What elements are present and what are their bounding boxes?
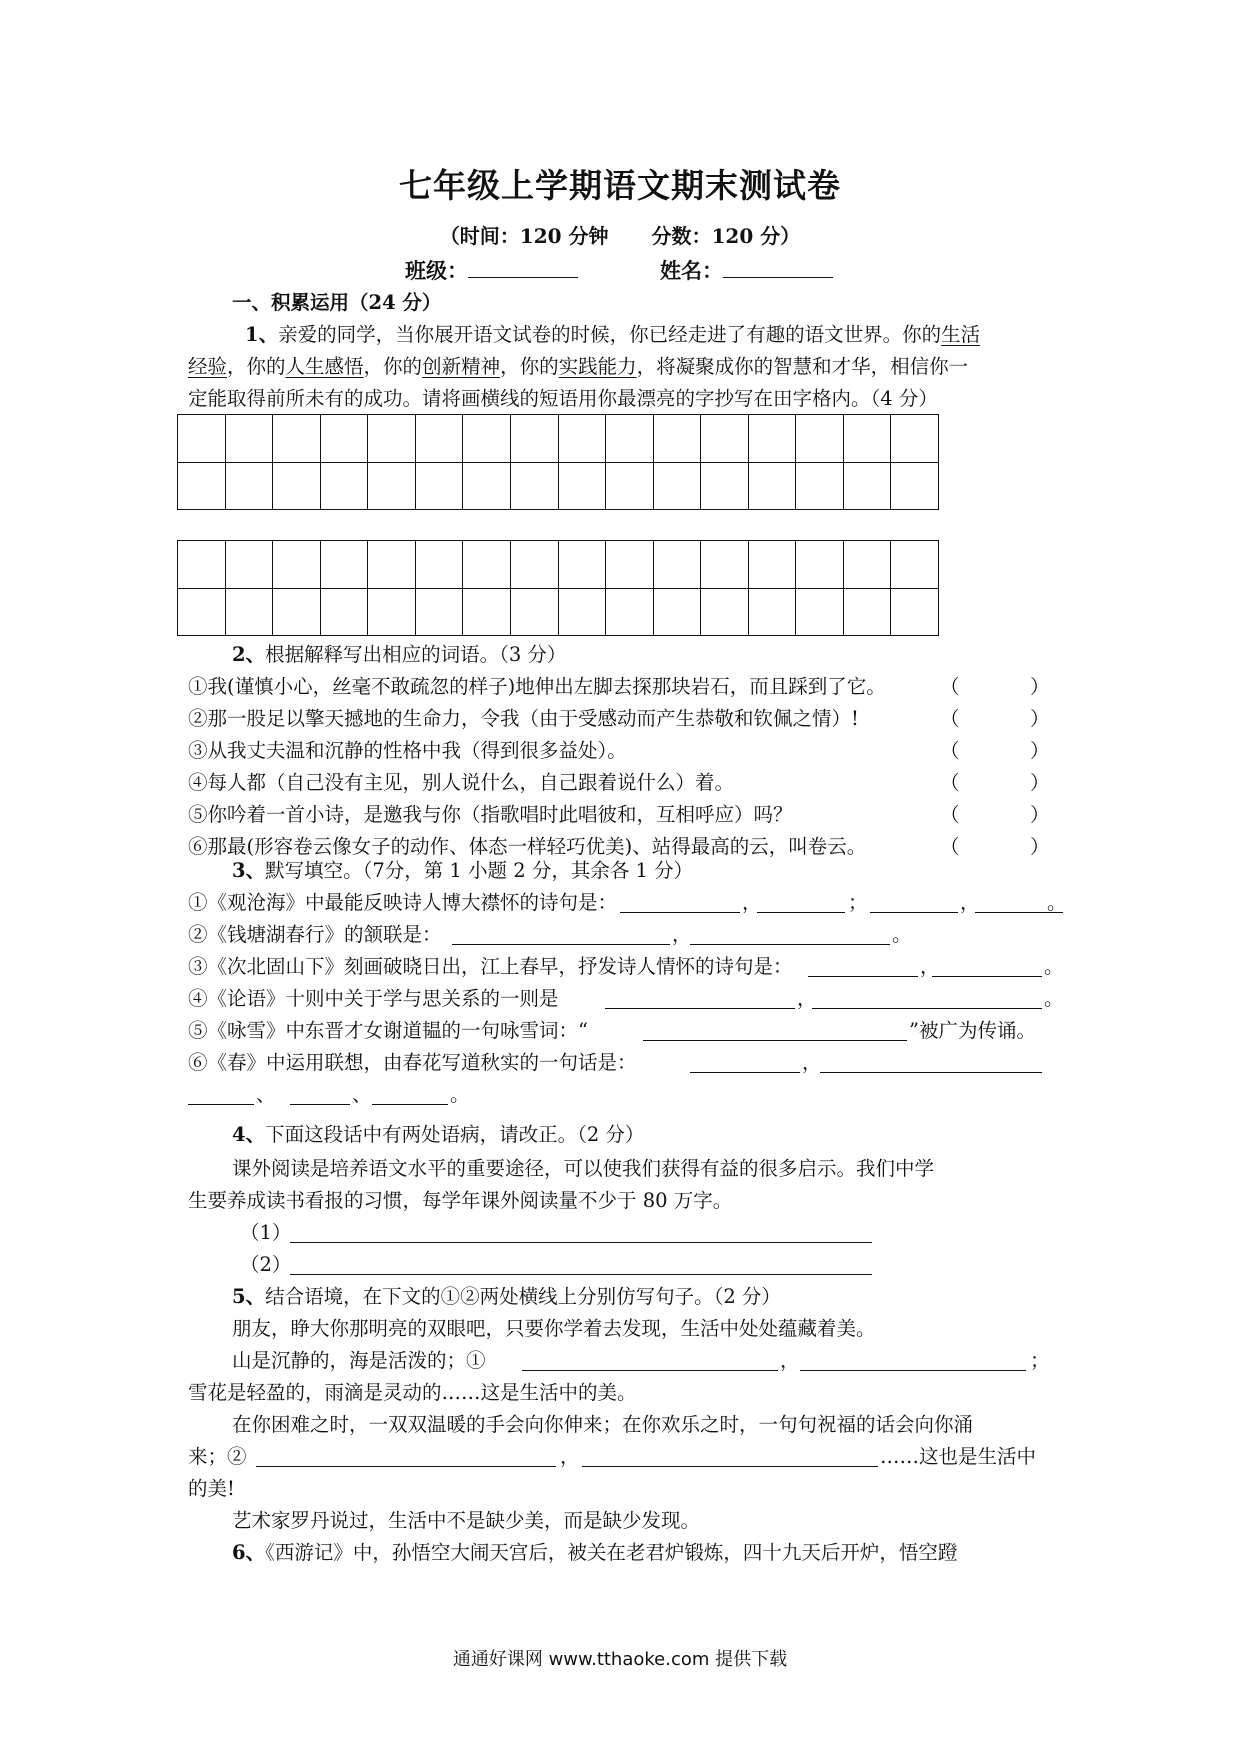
grid-cell[interactable]: [606, 541, 654, 589]
time-info: （时间：120 分钟: [439, 224, 609, 248]
q5-blank-2a[interactable]: [256, 1466, 556, 1467]
q2-answer-open-paren: （: [940, 739, 960, 762]
q5-paragraph-7: 艺术家罗丹说过，生活中不是缺少美，而是缺少发现。: [232, 1509, 701, 1532]
grid-cell[interactable]: [701, 589, 749, 637]
grid-cell[interactable]: [416, 541, 464, 589]
score-info: 分数：120 分）: [651, 224, 801, 248]
q3-4-blank-2[interactable]: [812, 1008, 1042, 1009]
grid-cell[interactable]: [273, 541, 321, 589]
q3-2-blank-1[interactable]: [452, 944, 670, 945]
class-label: 班级：: [405, 258, 468, 283]
grid-cell[interactable]: [368, 541, 416, 589]
grid-cell[interactable]: [321, 463, 369, 511]
q3-1-blank-2[interactable]: [757, 912, 845, 913]
q2-answer-slot[interactable]: [962, 676, 1028, 700]
grid-cell[interactable]: [749, 463, 797, 511]
q2-answer-open-paren: （: [940, 707, 960, 730]
q5-blank-1a[interactable]: [522, 1370, 778, 1371]
grid-cell[interactable]: [891, 541, 939, 589]
q2-answer-open-paren: （: [940, 675, 960, 698]
q3-1-blank-3[interactable]: [870, 912, 958, 913]
grid-cell[interactable]: [226, 415, 274, 463]
name-label: 姓名：: [660, 258, 723, 283]
q2-answer-slot[interactable]: [962, 804, 1028, 828]
q2-item-2: ②那一股足以擎天撼地的生命力，令我（由于受感动而产生恭敬和钦佩之情）!: [188, 707, 859, 730]
grid-cell[interactable]: [416, 589, 464, 637]
q4-heading: 4、下面这段话中有两处语病，请改正。（2 分）: [232, 1123, 645, 1146]
page-title: 七年级上学期语文期末测试卷: [399, 166, 841, 205]
section-heading: 一、积累运用（24 分）: [232, 291, 442, 314]
grid-cell[interactable]: [796, 541, 844, 589]
class-blank[interactable]: [468, 259, 578, 278]
grid-cell[interactable]: [463, 589, 511, 637]
q5-heading: 5、结合语境，在下文的①②两处横线上分别仿写句子。（2 分）: [232, 1285, 781, 1308]
grid-cell[interactable]: [178, 541, 226, 589]
grid-cell[interactable]: [891, 463, 939, 511]
q3-1-blank-1[interactable]: [620, 912, 740, 913]
q1-line-1: 1、亲爱的同学，当你展开语文试卷的时候，你已经走进了有趣的语文世界。你的生活: [245, 323, 981, 346]
writing-grid-2[interactable]: [177, 540, 939, 636]
grid-cell[interactable]: [654, 589, 702, 637]
q3-item-5: ⑤《咏雪》中东晋才女谢道韫的一句咏雪词：“: [188, 1019, 588, 1042]
grid-cell[interactable]: [701, 463, 749, 511]
grid-cell[interactable]: [891, 589, 939, 637]
grid-cell[interactable]: [226, 463, 274, 511]
q2-answer-slot[interactable]: [962, 708, 1028, 732]
q4-paragraph-1: 课外阅读是培养语文水平的重要途径，可以使我们获得有益的很多启示。我们中学: [232, 1157, 935, 1180]
q3-item-1: ①《观沧海》中最能反映诗人博大襟怀的诗句是：: [188, 891, 618, 914]
q3-item-3: ③《次北固山下》刻画破晓日出，江上春早，抒发诗人情怀的诗句是：: [188, 955, 793, 978]
q2-heading: 2、根据解释写出相应的词语。（3 分）: [232, 643, 567, 666]
name-field: [660, 255, 833, 285]
q3-6-blank-3[interactable]: [188, 1104, 254, 1105]
q2-answer-close-paren: ）: [1030, 771, 1050, 794]
grid-cell[interactable]: [273, 415, 321, 463]
q2-item-5: ⑤你吟着一首小诗，是邀我与你（指歌唱时此唱彼和，互相呼应）吗？: [188, 803, 793, 826]
q4-answer-1-label: （1）: [240, 1221, 292, 1244]
class-field: [405, 255, 578, 285]
grid-cell[interactable]: [416, 415, 464, 463]
grid-cell[interactable]: [273, 589, 321, 637]
q3-6-blank-1[interactable]: [690, 1072, 800, 1073]
grid-cell[interactable]: [606, 415, 654, 463]
grid-cell[interactable]: [844, 589, 892, 637]
grid-cell[interactable]: [178, 415, 226, 463]
grid-cell[interactable]: [226, 541, 274, 589]
q2-item-4: ④每人都（自己没有主见，别人说什么，自己跟着说什么）着。: [188, 771, 735, 794]
q3-6-blank-2[interactable]: [820, 1072, 1042, 1073]
q5-blank-2b[interactable]: [582, 1466, 878, 1467]
grid-cell[interactable]: [891, 415, 939, 463]
grid-cell[interactable]: [701, 541, 749, 589]
q3-6-blank-4[interactable]: [290, 1104, 350, 1105]
q3-6-blank-5[interactable]: [372, 1104, 448, 1105]
name-blank[interactable]: [723, 259, 833, 278]
grid-cell[interactable]: [226, 589, 274, 637]
q4-paragraph-2: 生要养成读书看报的习惯，每学年课外阅读量不少于 80 万字。: [188, 1189, 733, 1212]
q6-line: 6、《西游记》中，孙悟空大闹天宫后，被关在老君炉锻炼，四十九天后开炉，悟空蹬: [232, 1541, 958, 1564]
q3-5-blank[interactable]: [643, 1040, 907, 1041]
grid-cell[interactable]: [606, 463, 654, 511]
grid-cell[interactable]: [796, 589, 844, 637]
q4-answer-2-blank[interactable]: [290, 1274, 872, 1275]
q4-answer-1-blank[interactable]: [290, 1242, 872, 1243]
grid-cell[interactable]: [559, 541, 607, 589]
q2-item-3: ③从我丈夫温和沉静的性格中我（得到很多益处）。: [188, 739, 627, 762]
grid-cell[interactable]: [463, 463, 511, 511]
grid-cell[interactable]: [749, 541, 797, 589]
q2-answer-close-paren: ）: [1030, 707, 1050, 730]
grid-cell[interactable]: [559, 415, 607, 463]
grid-cell[interactable]: [368, 589, 416, 637]
q3-item-4: ④《论语》十则中关于学与思关系的一则是: [188, 987, 559, 1010]
q2-answer-slot[interactable]: [962, 772, 1028, 796]
grid-cell[interactable]: [749, 589, 797, 637]
q3-2-blank-2[interactable]: [690, 944, 890, 945]
grid-cell[interactable]: [321, 541, 369, 589]
exam-info: [0, 220, 1240, 249]
q3-4-blank-1[interactable]: [605, 1008, 795, 1009]
writing-grid-1[interactable]: [177, 414, 939, 510]
grid-cell[interactable]: [511, 463, 559, 511]
grid-cell[interactable]: [559, 463, 607, 511]
grid-cell[interactable]: [749, 415, 797, 463]
q5-paragraph-4: 在你困难之时，一双双温暖的手会向你伸来；在你欢乐之时，一句句祝福的话会向你涌: [232, 1413, 974, 1436]
q2-answer-slot[interactable]: [962, 740, 1028, 764]
grid-cell[interactable]: [416, 463, 464, 511]
q5-paragraph-2: 山是沉静的，海是活泼的；①: [232, 1349, 486, 1372]
q2-item-6: ⑥那最(形容卷云像女子的动作、体态一样轻巧优美)、站得最高的云，叫卷云。: [188, 835, 867, 858]
grid-cell[interactable]: [844, 415, 892, 463]
q4-answer-2-label: （2）: [240, 1253, 292, 1276]
grid-cell[interactable]: [368, 415, 416, 463]
q5-paragraph-6: 的美!: [188, 1477, 235, 1500]
grid-cell[interactable]: [273, 463, 321, 511]
q2-answer-close-paren: ）: [1030, 803, 1050, 826]
grid-cell[interactable]: [796, 463, 844, 511]
grid-cell[interactable]: [796, 415, 844, 463]
q1-line-3: 定能取得前所未有的成功。请将画横线的短语用你最漂亮的字抄写在田字格内。（4 分）: [188, 387, 938, 410]
grid-cell[interactable]: [844, 541, 892, 589]
q3-3-blank-2[interactable]: [932, 976, 1042, 977]
q2-answer-close-paren: ）: [1030, 835, 1050, 858]
q3-heading: 3、默写填空。（7分，第 1 小题 2 分，其余各 1 分）: [232, 859, 694, 882]
q5-paragraph-3: 雪花是轻盈的，雨滴是灵动的……这是生活中的美。: [188, 1381, 637, 1404]
q2-answer-close-paren: ）: [1030, 675, 1050, 698]
grid-cell[interactable]: [559, 589, 607, 637]
grid-cell[interactable]: [701, 415, 749, 463]
q2-answer-open-paren: （: [940, 803, 960, 826]
q5-blank-1b[interactable]: [800, 1370, 1026, 1371]
q5-paragraph-1: 朋友，睁大你那明亮的双眼吧，只要你学着去发现，生活中处处蕴藏着美。: [232, 1317, 876, 1340]
q2-answer-slot[interactable]: [962, 836, 1028, 860]
grid-cell[interactable]: [511, 541, 559, 589]
q2-answer-open-paren: （: [940, 771, 960, 794]
grid-cell[interactable]: [654, 463, 702, 511]
grid-cell[interactable]: [321, 589, 369, 637]
q2-answer-close-paren: ）: [1030, 739, 1050, 762]
grid-cell[interactable]: [178, 463, 226, 511]
q5-paragraph-5: 来；②: [188, 1445, 247, 1468]
q1-line-2: 经验，你的人生感悟，你的创新精神，你的实践能力，将凝聚成你的智慧和才华，相信你一: [188, 355, 969, 378]
grid-cell[interactable]: [654, 541, 702, 589]
q3-item-6: ⑥《春》中运用联想，由春花写道秋实的一句话是：: [188, 1051, 637, 1074]
grid-cell[interactable]: [844, 463, 892, 511]
grid-cell[interactable]: [511, 415, 559, 463]
q2-answer-open-paren: （: [940, 835, 960, 858]
grid-cell[interactable]: [463, 541, 511, 589]
footer: 通通好课网 www.tthaoke.com 提供下载: [452, 1649, 788, 1670]
grid-cell[interactable]: [178, 589, 226, 637]
q2-item-1: ①我(谨慎小心，丝毫不敢疏忽的样子)地伸出左脚去探那块岩石，而且踩到了它。: [188, 675, 886, 698]
exam-page: 七年级上学期语文期末测试卷 （时间：120 分钟 分数：120 分） 班级： 姓名： 一、积累运用（24 分） 1、亲爱的同学，当你展开语文试卷的时候，你已经走进了有趣的语文世界。你的生活 经验，你的人生感悟，你的创新精神，你的实践能力，将凝聚成你的智慧和才华，相信你一 定能取得前所未有的成功。请将画横线的短语用你最漂亮的字抄写在田字格内。（4 分） 2、根据解释写出相应的词语。（3 分） ①我(谨慎小心，丝毫不敢疏忽的样子)地伸出左脚去探那块岩石，而且踩到了它。 （ ） ②那一股足以擎天撼地的生命力，令我（由于受感动而产生恭敬和钦佩之情）! （ ） ③从我丈夫温和沉静的性格中我（得到很多益处）。 （ ） ④每人都（自己没有主见，别人说什么，自己跟着说什么）着。 （ ） ⑤你吟着一首小诗，是邀我与你（指歌唱时此唱彼和，互相呼应）吗？ （ ） ⑥那最(形容卷云像女子的动作、体态一样轻巧优美)、站得最高的云，叫卷云。 （ ） 3、默写填空。（7分，第 1 小题 2 分，其余各 1 分） ①《观沧海》中最能反映诗人博大襟怀的诗句是： ， ； ， 。 ②《钱塘湖春行》的颔联是： ， 。 ③《次北固山下》刻画破晓日出，江上春早，抒发诗人情怀的诗句是： ， 。 ④《论语》十则中关于学与思关系的一则是 ， 。 ⑤《咏雪》中东晋才女谢道韫的一句咏雪词：“ ”被广为传诵。 ⑥《春》中运用联想，由春花写道秋实的一句话是： ， 、 、 。 4、下面这段话中有两处语病，请改正。（2 分） 课外阅读是培养语文水平的重要途径，可以使我们获得有益的很多启示。我们中学 生要养成读书看报的习惯，每学年课外阅读量不少于 80 万字。 （1） （2） 5、结合语境，在下文的①②两处横线上分别仿写句子。（2 分） 朋友，睁大你那明亮的双眼吧，只要你学着去发现，生活中处处蕴藏着美。 山是沉静的，海是活泼的；① ， ； 雪花是轻盈的，雨滴是灵动的……这是生活中的美。 在你困难之时，一双双温暖的手会向你伸来；在你欢乐之时，一句句祝福的话会向你涌 来；② ， ……这也是生活中 的美! 艺术家罗丹说过，生活中不是缺少美，而是缺少发现。 6、《西游记》中，孙悟空大闹天宫后，被关在老君炉锻炼，四十九天后开炉，悟空蹬 通通好课网 www.tthaoke.com 提供下载: [0, 0, 1240, 1754]
q3-3-blank-1[interactable]: [808, 976, 918, 977]
grid-cell[interactable]: [654, 415, 702, 463]
grid-cell[interactable]: [511, 589, 559, 637]
grid-cell[interactable]: [368, 463, 416, 511]
grid-cell[interactable]: [321, 415, 369, 463]
grid-cell[interactable]: [463, 415, 511, 463]
q3-item-2: ②《钱塘湖春行》的颔联是：: [188, 923, 442, 946]
grid-cell[interactable]: [606, 589, 654, 637]
